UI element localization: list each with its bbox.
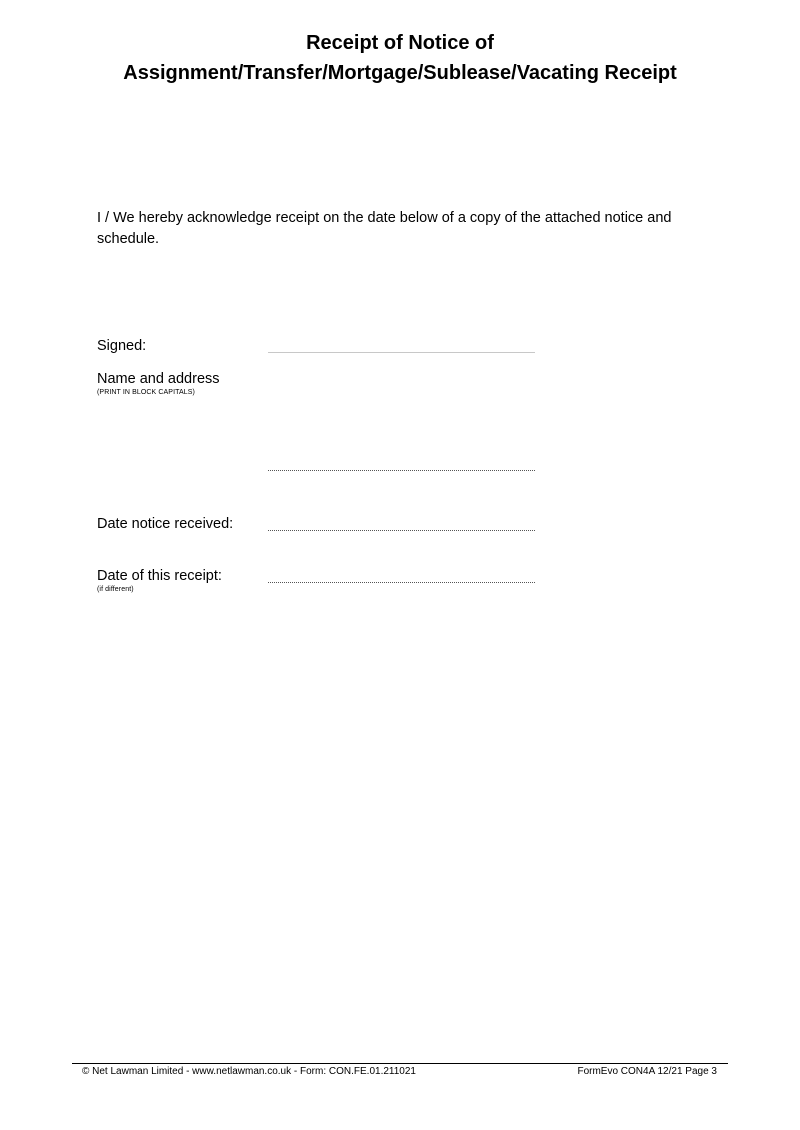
date-of-receipt-line[interactable] — [268, 582, 535, 583]
date-notice-received-label: Date notice received: — [97, 516, 234, 532]
signature-line[interactable] — [268, 352, 535, 353]
document-title — [0, 28, 800, 88]
acknowledgement-text: I / We hereby acknowledge receipt on the date below of a copy of the attached notice and schedule. — [97, 210, 672, 247]
footer-copyright: © Net Lawman Limited - www.netlawman.co.uk - Form: CON.FE.01.211021 — [82, 1066, 416, 1077]
date-notice-received-line[interactable] — [268, 530, 535, 531]
name-address-note: (PRINT IN BLOCK CAPITALS) — [97, 389, 195, 396]
footer-page-info: FormEvo CON4A 12/21 Page 3 — [577, 1066, 717, 1077]
footer-divider — [72, 1063, 728, 1064]
date-of-receipt-label: Date of this receipt: — [97, 568, 222, 584]
date-of-receipt-note: (if different) — [97, 586, 134, 593]
signed-label: Signed: — [97, 338, 147, 354]
name-address-line[interactable] — [268, 470, 535, 471]
title-line-2: Assignment/Transfer/Mortgage/Sublease/Vacating Receipt — [123, 62, 677, 84]
title-line-1: Receipt of Notice of — [306, 32, 494, 54]
name-address-label: Name and address — [97, 371, 220, 387]
